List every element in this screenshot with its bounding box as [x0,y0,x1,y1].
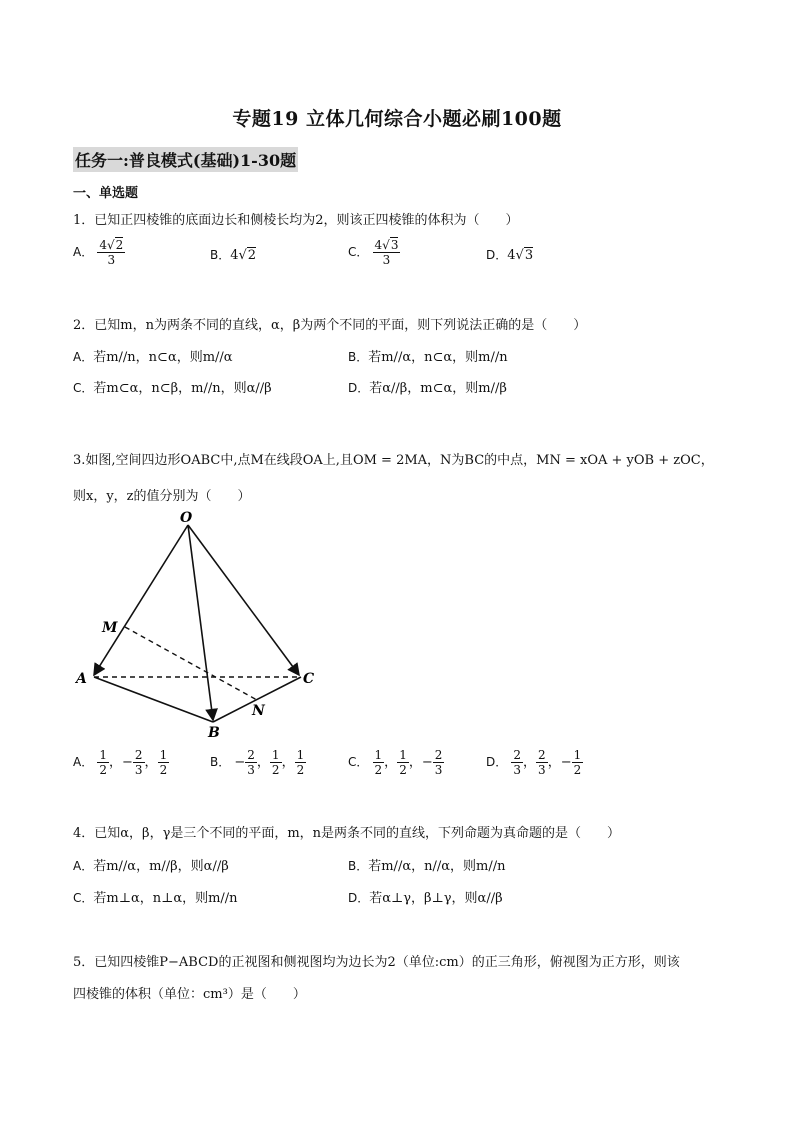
q4-option-c: C．若m⊥α，n⊥α，则m//n [73,891,238,906]
q1-option-d: D．4√3 [486,248,534,263]
label-A: A [76,671,87,687]
q3-option-c: C． $\frac{1}{2}$ ， $\frac{1}{2}$ ，− $\frac{2}{3}$ [348,748,443,777]
edge-AB [94,677,213,722]
q3-option-d: D． $\frac{2}{3}$ ， $\frac{2}{3}$ ，− $\frac{1}{2}$ [486,748,582,777]
q4-stem: 4．已知α，β，γ是三个不同的平面，m，n是两条不同的直线，下列命题为真命题的是（ ） [73,826,621,841]
q2-option-a: A．若m//n，n⊂α，则m//α [73,350,233,365]
q3-option-b: B． − $\frac{2}{3}$ ， $\frac{1}{2}$ ， $\frac{1}{2}$ [210,748,305,777]
label-B: B [208,725,220,741]
q2-option-c: C．若m⊂α，n⊂β，m//n，则α//β [73,381,272,396]
label-N: N [252,703,265,719]
label-C: C [303,671,315,687]
q4-option-d: D．若α⊥γ，β⊥γ，则α//β [348,891,503,906]
q5-stem-line1: 5．已知四棱锥P−ABCD的正视图和侧视图均为边长为2（单位:cm）的正三角形，俯视图为正方形，则该 [73,955,680,970]
segment-MN-dashed [125,627,257,700]
q4-option-a: A．若m//α，m//β，则α//β [73,859,229,874]
section-heading: 一、单选题 [73,186,139,201]
page-title: 专题19 立体几何综合小题必刷100题 [232,108,562,130]
q2-stem: 2．已知m，n为两条不同的直线，α，β为两个不同的平面，则下列说法正确的是（ ） [73,318,587,333]
q4-option-b: B．若m//α，n//α，则m//n [348,859,506,874]
label-M: M [102,620,118,636]
tetrahedron-figure [70,505,330,745]
edge-OA [94,525,188,675]
label-O: O [180,510,193,526]
q1-option-c: C． $\frac{4√3}{3}$ [348,238,399,267]
q1-option-a: A． $\frac{4√2}{3}$ [73,238,124,267]
task-heading: 任务一:普良模式(基础)1-30题 [73,147,298,172]
q3-stem-line1: 3.如图,空间四边形OABC中,点M在线段OA上,且OM = 2MA，N为BC的中点，MN = xOA + yOB + zOC， [73,453,714,468]
q5-stem-line2: 四棱锥的体积（单位：cm³）是（ ） [73,987,306,1002]
q3-option-a: A． $\frac{1}{2}$ ，− $\frac{2}{3}$ ， $\frac{1}{2}$ [73,748,168,777]
q3-stem-line2: 则x，y，z的值分别为（ ） [73,489,251,504]
q1-option-b: B．4√2 [210,248,257,263]
q1-stem: 1．已知正四棱锥的底面边长和侧棱长均为2，则该正四棱锥的体积为（ ） [73,213,519,228]
q2-option-b: B．若m//α，n⊂α，则m//n [348,350,508,365]
q2-option-d: D．若α//β，m⊂α，则m//β [348,381,507,396]
